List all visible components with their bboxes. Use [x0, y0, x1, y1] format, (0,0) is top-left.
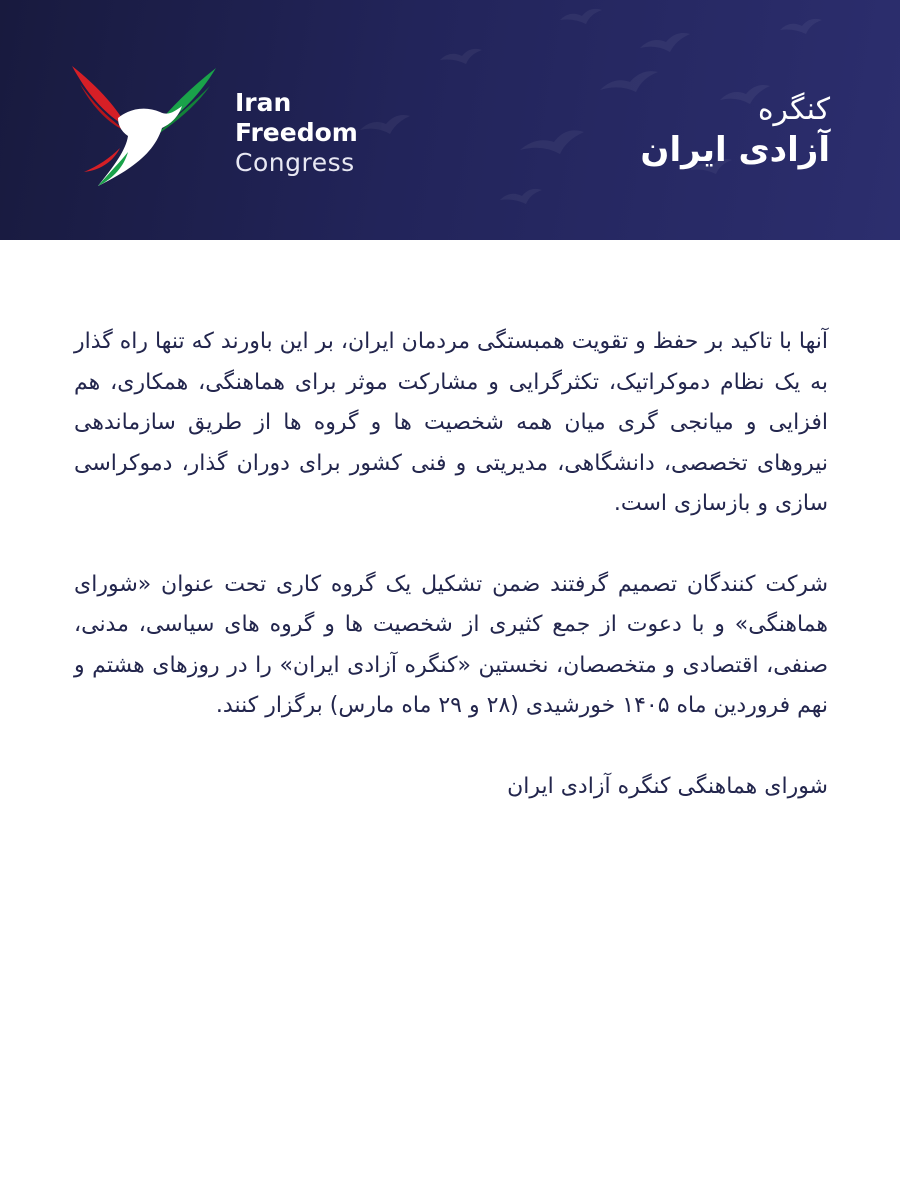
- header-banner: [0, 0, 900, 240]
- paragraph-1: آنها با تاکید بر حفظ و تقویت همبستگی مردمان ایران، بر این باورند که تنها راه گذار به یک نظام دموکراتیک، تکثرگرایی و مشارکت موثر برای هماهنگی، همکاری، هم افزایی و میانجی گری میان همه شخصیت ها و گروه ها از طریق سازماندهی نیروهای تخصصی، دانشگاهی، مدیریتی و فنی کشور برای دوران گذار، دموکراسی سازی و بازسازی است.: [74, 329, 828, 516]
- persian-title: [640, 92, 830, 172]
- logo-text-freedom: Freedom: [235, 118, 358, 147]
- logo-text-iran: Iran: [235, 88, 292, 117]
- dove-icon: [70, 62, 218, 190]
- persian-title-small: کنگره: [757, 92, 830, 127]
- paragraph-2: شرکت کنندگان تصمیم گرفتند ضمن تشکیل یک گروه کاری تحت عنوان «شورای هماهنگی» و با دعوت از جمع کثیری از شخصیت ها و گروه های سیاسی، مدنی، صنفی، اقتصادی و متخصصان، نخستین «کنگره آزادی ایران» را در روزهای هشتم و نهم فروردین ماه ۱۴۰۵ خورشیدی (۲۸ و ۲۹ ماه مارس) برگزار کنند.: [74, 571, 828, 718]
- logo-text-congress: Congress: [235, 148, 355, 177]
- signature: شورای هماهنگی کنگره آزادی ایران: [507, 773, 828, 799]
- logo-wordmark: [235, 88, 358, 178]
- persian-title-big: آزادی ایران: [640, 130, 830, 170]
- statement-body: [74, 322, 828, 807]
